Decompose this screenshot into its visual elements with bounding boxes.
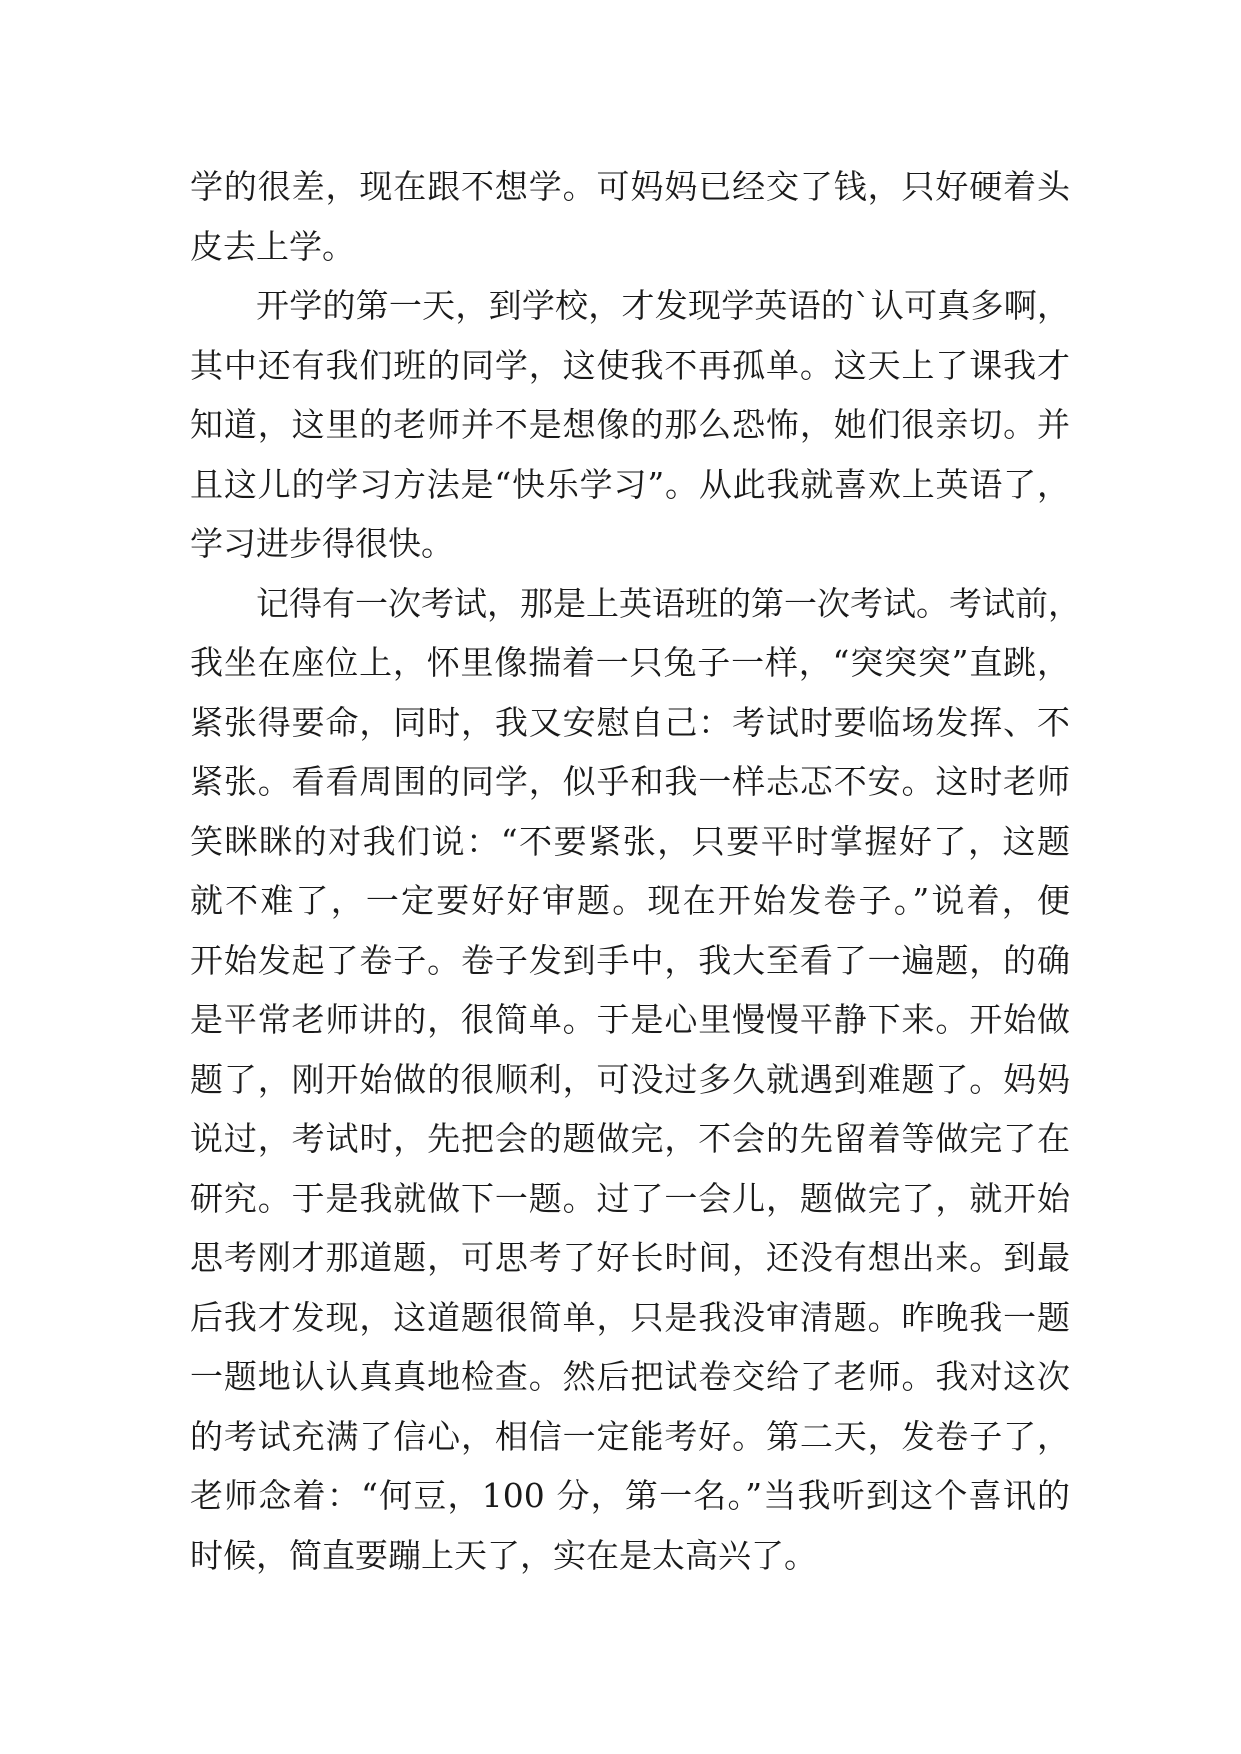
- text-line: 开学的第一天，到学校，才发现学英语的`认可真多啊，: [256, 286, 1070, 325]
- text-line: 后我才发现，这道题很简单，只是我没审清题。昨晚我一题: [190, 1297, 1070, 1337]
- text-line: 笑眯眯的对我们说：“不要紧张，只要平时掌握好了，这题: [190, 821, 1070, 861]
- text-line: 紧张。看看周围的同学，似乎和我一样忐忑不安。这时老师: [190, 762, 1070, 801]
- text-line: 知道，这里的老师并不是想像的那么恐怖，她们很亲切。并: [190, 405, 1070, 444]
- text-line: 思考刚才那道题，可思考了好长时间，还没有想出来。到最: [190, 1238, 1070, 1277]
- text-line: 开始发起了卷子。卷子发到手中，我大至看了一遍题，的确: [190, 940, 1070, 980]
- text-line: 研究。于是我就做下一题。过了一会儿，题做完了，就开始: [190, 1178, 1070, 1218]
- text-line: 老师念着：“何豆，100 分，第一名。”当我听到这个喜讯的: [190, 1476, 1070, 1515]
- text-line: 其中还有我们班的同学，这使我不再孤单。这天上了课我才: [190, 345, 1070, 385]
- text-line: 学习进步得很快。: [190, 524, 454, 563]
- text-line: 就不难了，一定要好好审题。现在开始发卷子。”说着，便: [190, 881, 1070, 920]
- text-line: 记得有一次考试，那是上英语班的第一次考试。考试前，: [256, 583, 1081, 623]
- text-line: 的考试充满了信心，相信一定能考好。第二天，发卷子了，: [190, 1416, 1070, 1456]
- text-line: 学的很差，现在跟不想学。可妈妈已经交了钱，只好硬着头: [190, 167, 1070, 206]
- text-line: 说过，考试时，先把会的题做完，不会的先留着等做完了在: [190, 1119, 1070, 1158]
- text-line: 紧张得要命，同时，我又安慰自己：考试时要临场发挥、不: [190, 702, 1070, 742]
- text-line: 一题地认认真真地检查。然后把试卷交给了老师。我对这次: [190, 1357, 1070, 1396]
- text-line: 是平常老师讲的，很简单。于是心里慢慢平静下来。开始做: [190, 1000, 1070, 1039]
- body-text: [190, 157, 1081, 1585]
- text-line: 时候，简直要蹦上天了，实在是太高兴了。: [190, 1535, 817, 1575]
- text-line: 皮去上学。: [190, 226, 355, 266]
- text-line: 题了，刚开始做的很顺利，可没过多久就遇到难题了。妈妈: [190, 1059, 1070, 1099]
- text-line: 我坐在座位上，怀里像揣着一只兔子一样，“突突突”直跳，: [190, 643, 1070, 682]
- text-line: 且这儿的学习方法是“快乐学习”。从此我就喜欢上英语了，: [190, 464, 1070, 504]
